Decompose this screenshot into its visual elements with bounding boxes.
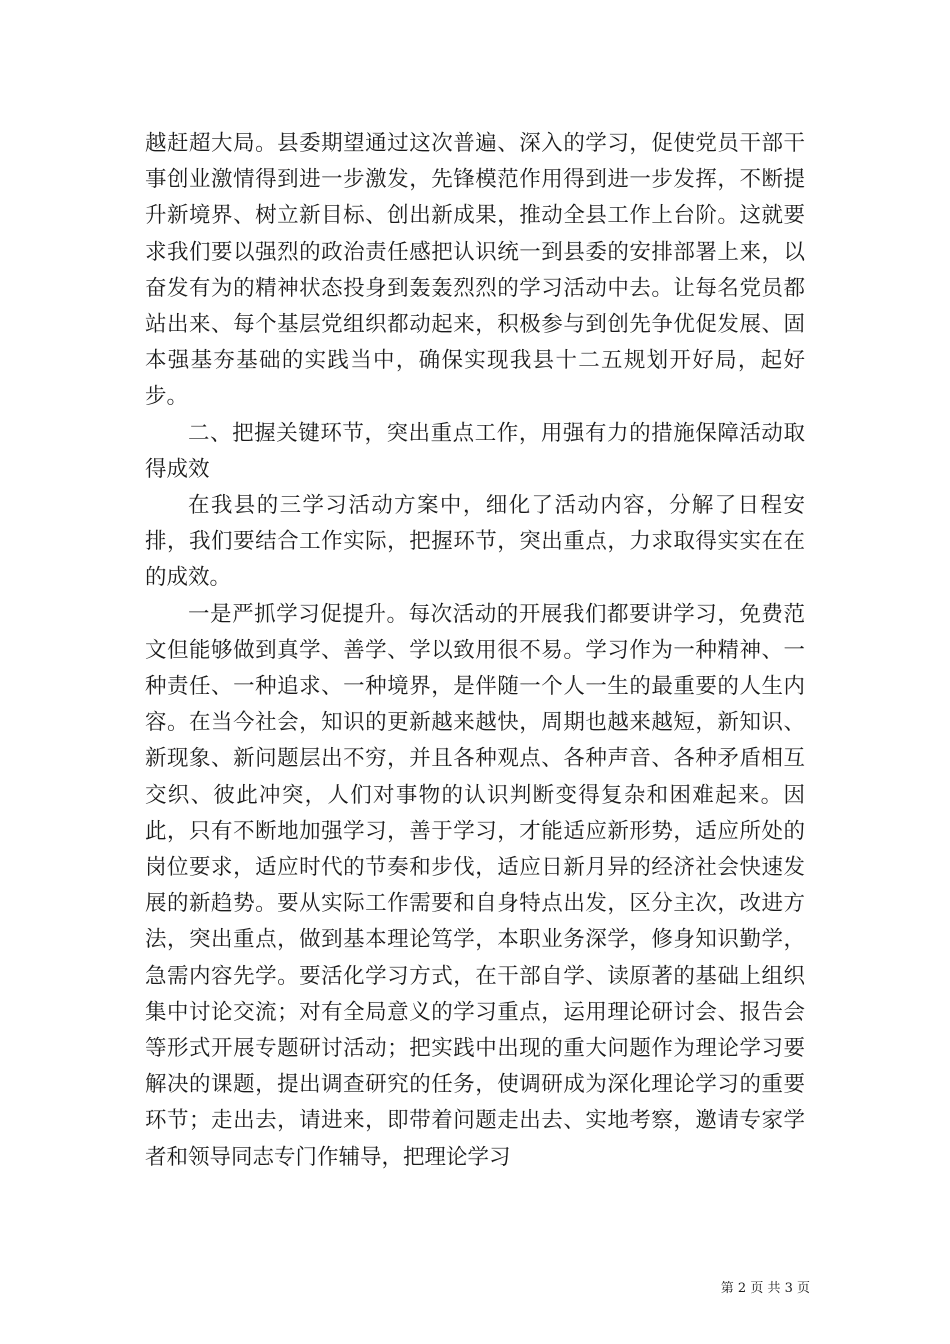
document-body [145,126,805,1176]
paragraph-continuation: 越赶超大局。县委期望通过这次普遍、深入的学习，促使党员干部干事创业激情得到进一步激发，先锋模范作用得到进一步发挥，不断提升新境界、树立新目标、创出新成果，推动全县工作上台阶。这就要求我们要以强烈的政治责任感把认识统一到县委的安排部署上来，以奋发有为的精神状态投身到轰轰烈烈的学习活动中去。让每名党员都站出来、每个基层党组织都动起来，积极参与到创先争优促发展、固本强基夯基础的实践当中，确保实现我县十二五规划开好局，起好步。 [145,131,805,410]
section-heading: 二、把握关键环节，突出重点工作，用强有力的措施保障活动取得成效 [145,420,805,482]
paragraph-study: 一是严抓学习促提升。每次活动的开展我们都要讲学习，免费范文但能够做到真学、善学、学以致用很不易。学习作为一种精神、一种责任、一种追求、一种境界，是伴随一个人一生的最重要的人生内容。在当今社会，知识的更新越来越快，周期也越来越短，新知识、新现象、新问题层出不穷，并且各种观点、各种声音、各种矛盾相互交织、彼此冲突，人们对事物的认识判断变得复杂和困难起来。因此，只有不断地加强学习，善于学习，才能适应新形势，适应所处的岗位要求，适应时代的节奏和步伐，适应日新月异的经济社会快速发展的新趋势。要从实际工作需要和自身特点出发，区分主次，改进方法，突出重点，做到基本理论笃学，本职业务深学，修身知识勤学，急需内容先学。要活化学习方式，在干部自学、读原著的基础上组织集中讨论交流；对有全局意义的学习重点，运用理论研讨会、报告会等形式开展专题研讨活动；把实践中出现的重大问题作为理论学习要解决的课题，提出调查研究的任务，使调研成为深化理论学习的重要环节；走出去，请进来，即带着问题走出去、实地考察，邀请专家学者和领导同志专门作辅导，把理论学习 [145,601,805,1170]
paragraph-plan: 在我县的三学习活动方案中，细化了活动内容，分解了日程安排，我们要结合工作实际，把握环节，突出重点，力求取得实实在在的成效。 [145,493,805,591]
page-number: 第 2 页 共 3 页 [720,1281,810,1296]
